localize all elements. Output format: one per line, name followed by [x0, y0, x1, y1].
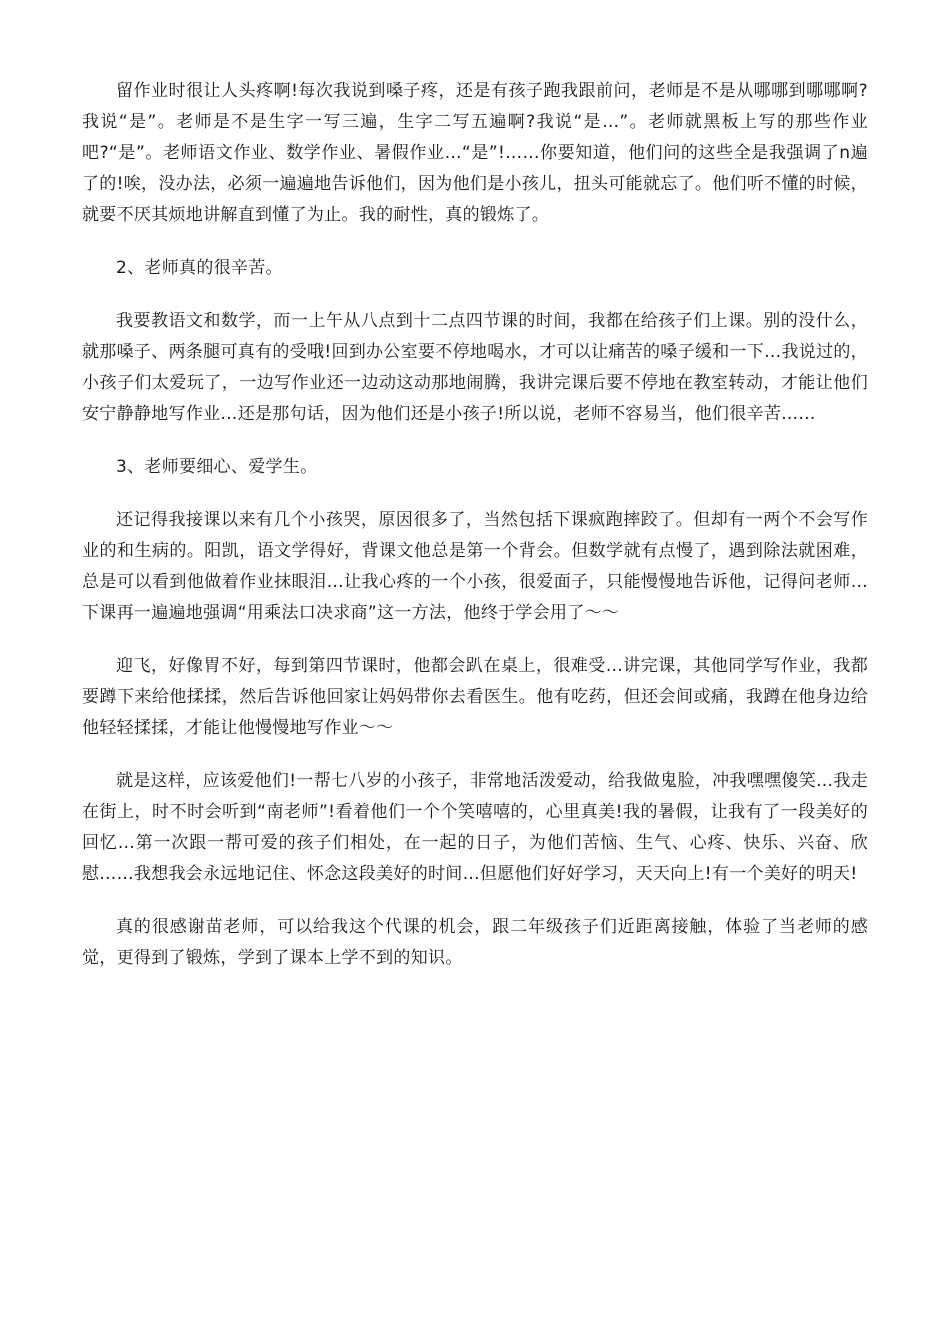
paragraph-thanks: 真的很感谢苗老师，可以给我这个代课的机会，跟二年级孩子们近距离接触，体验了当老师的感觉，更得到了锻炼，学到了课本上学不到的知识。	[82, 917, 868, 968]
section-heading-2: 2、老师真的很辛苦。	[116, 258, 283, 278]
section-heading-3: 3、老师要细心、爱学生。	[116, 457, 318, 477]
paragraph-love-students: 就是这样，应该爱他们!一帮七八岁的小孩子，非常地活泼爱动，给我做鬼脸，冲我嘿嘿傻笑…我走在街上，时不时会听到“南老师”!看着他们一个个笑嘻嘻的，心里真美!我的暑假，让我有了一段美好的回忆…第一次跟一帮可爱的孩子们相处，在一起的日子，为他们苦恼、生气、心疼、快乐、兴奋、欣慰……我想我会永远地记住、怀念这段美好的时间…但愿他们好好学习，天天向上!有一个美好的明天!	[82, 771, 868, 884]
paragraph-yangkai: 还记得我接课以来有几个小孩哭，原因很多了，当然包括下课疯跑摔跤了。但却有一两个不会写作业的和生病的。阳凯，语文学得好，背课文他总是第一个背会。但数学就有点慢了，遇到除法就困难，总是可以看到他做着作业抹眼泪…让我心疼的一个小孩，很爱面子，只能慢慢地告诉他，记得问老师…下课再一遍遍地强调“用乘法口决求商”这一方法，他终于学会用了～～	[82, 510, 868, 623]
paragraph-hard-work: 我要教语文和数学，而一上午从八点到十二点四节课的时间，我都在给孩子们上课。别的没什么，就那嗓子、两条腿可真有的受哦!回到办公室要不停地喝水，才可以让痛苦的嗓子缓和一下…我说过的，小孩子们太爱玩了，一边写作业还一边动这动那地闹腾，我讲完课后要不停地在教室转动，才能让他们安宁静静地写作业…还是那句话，因为他们还是小孩子!所以说，老师不容易当，他们很辛苦……	[82, 311, 868, 424]
paragraph-yingfei: 迎飞，好像胃不好，每到第四节课时，他都会趴在桌上，很难受…讲完课，其他同学写作业，我都要蹲下来给他揉揉，然后告诉他回家让妈妈带你去看医生。他有吃药，但还会间或痛，我蹲在他身边给他轻轻揉揉，才能让他慢慢地写作业～～	[82, 656, 868, 738]
paragraph-homework: 留作业时很让人头疼啊!每次我说到嗓子疼，还是有孩子跑我跟前问，老师是不是从哪哪到哪哪啊?我说“是”。老师是不是生字一写三遍，生字二写五遍啊?我说“是…”。老师就黑板上写的那些作业吧?“是”。老师语文作业、数学作业、暑假作业…“是”!……你要知道，他们问的这些全是我强调了n遍了的!唉，没办法，必须一遍遍地告诉他们，因为他们是小孩儿，扭头可能就忘了。他们听不懂的时候，就要不厌其烦地讲解直到懂了为止。我的耐性，真的锻炼了。	[82, 81, 868, 225]
document-body	[82, 76, 868, 996]
